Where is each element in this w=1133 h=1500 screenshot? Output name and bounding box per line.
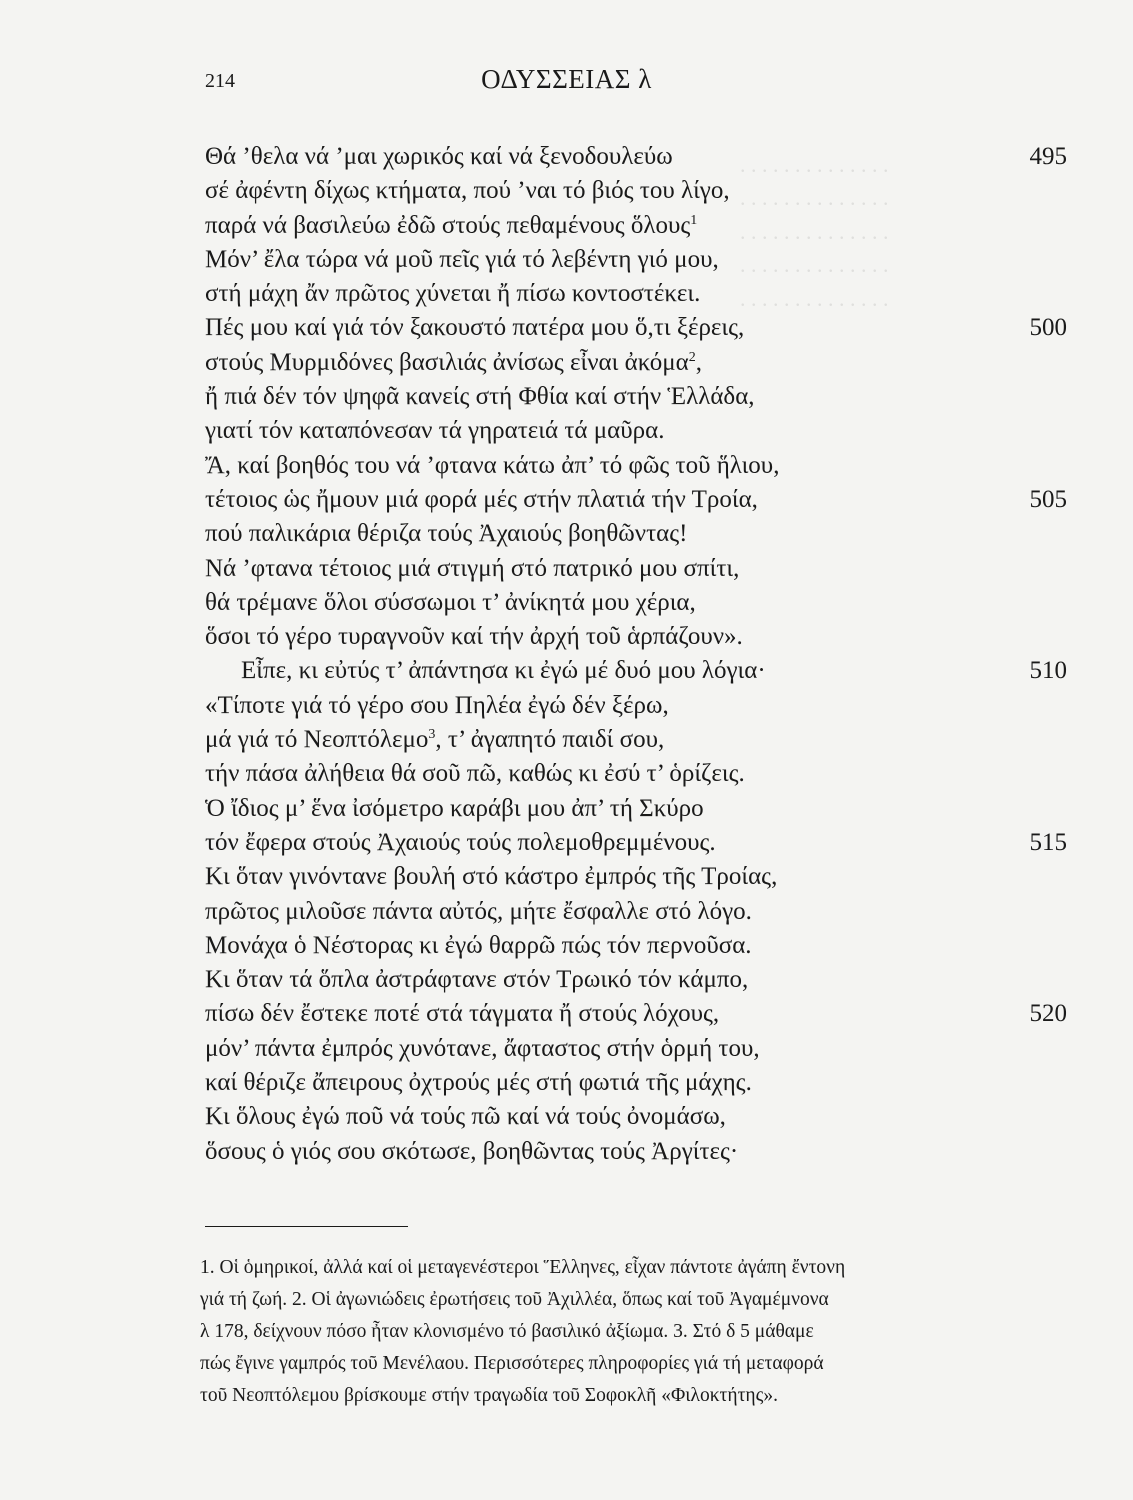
verse-line bbox=[205, 1100, 1075, 1134]
verse-text-continued: , bbox=[695, 348, 703, 376]
verse-line bbox=[205, 243, 1075, 277]
verse-line bbox=[205, 449, 1075, 483]
verse-text: τόν ἔφερα στούς Ἀχαιούς τούς πολεμοθρεμμένους. bbox=[205, 828, 716, 856]
verse-text: Κι ὅλους ἐγώ ποῦ νά τούς πῶ καί νά τούς ὀνομάσω, bbox=[205, 1103, 726, 1131]
footnote-line: τοῦ Νεοπτόλεμου βρίσκουμε στήν τραγωδία τοῦ Σοφοκλῆ «Φιλοκτήτης». bbox=[200, 1385, 778, 1406]
footnote-line: πώς ἔγινε γαμπρός τοῦ Μενέλαου. Περισσότερες πληροφορίες γιά τή μεταφορά bbox=[200, 1353, 824, 1374]
verse-text: σέ ἀφέντη δίχως κτήματα, πού ’ναι τό βιός του λίγο, bbox=[205, 177, 730, 205]
verse-line bbox=[205, 654, 1075, 688]
verse-text: Μόν’ ἔλα τώρα νά μοῦ πεῖς γιά τό λεβέντη γιό μου, bbox=[205, 245, 719, 273]
line-number: 520 bbox=[1029, 1000, 1067, 1028]
verse-text: καί θέριζε ἄπειρους ὀχτρούς μές στή φωτιά τῆς μάχης. bbox=[205, 1069, 752, 1097]
verse-line bbox=[205, 483, 1075, 517]
verse-line bbox=[205, 1135, 1075, 1169]
verse-text: Θά ’θελα νά ’μαι χωρικός καί νά ξενοδουλεύω bbox=[205, 143, 673, 170]
line-number: 495 bbox=[1029, 143, 1067, 170]
footnote-ref: 3 bbox=[428, 727, 436, 743]
verse-line bbox=[205, 552, 1075, 586]
verse-text: ἤ πιά δέν τόν ψηφᾶ κανείς στή Φθία καί στήν Ἑλλάδα, bbox=[205, 383, 755, 411]
verse-text: μόν’ πάντα ἐμπρός χυνότανε, ἄφταστος στήν ὁρμή του, bbox=[205, 1034, 760, 1062]
footnote-line: γιά τή ζωή. 2. Οἱ ἀγωνιώδεις ἐρωτήσεις τοῦ Ἀχιλλέα, ὅπως καί τοῦ Ἀγαμέμνονα bbox=[200, 1289, 829, 1310]
verse-line bbox=[205, 380, 1075, 414]
verse-line bbox=[205, 689, 1075, 723]
verse-text: μά γιά τό Νεοπτόλεμο bbox=[205, 726, 429, 754]
verse-line bbox=[205, 517, 1075, 551]
verse-text: Ἄ, καί βοηθός του νά ’φτανα κάτω ἀπ’ τό φῶς τοῦ ἥλιου, bbox=[205, 451, 780, 479]
footnote-ref: 1 bbox=[690, 212, 698, 228]
verse-block bbox=[205, 140, 1075, 1169]
verse-text: ὅσοι τό γέρο τυραγνοῦν καί τήν ἀρχή τοῦ ἁρπάζουν». bbox=[205, 623, 743, 651]
verse-line bbox=[205, 209, 1075, 243]
verse-line bbox=[205, 963, 1075, 997]
show-through-ghost: . . . . . . . . . . . . . . . . . . . . . . . . . . . . . . . . . . . . . . . . . . . . . . . . . . . . . . . . . . . . . . . . . . . . . . bbox=[740, 152, 889, 311]
verse-text: θά τρέμανε ὅλοι σύσσωμοι τ’ ἀνίκητά μου χέρια, bbox=[205, 588, 696, 616]
page-number: 214 bbox=[205, 70, 235, 92]
footnote-ref: 2 bbox=[688, 349, 696, 365]
verse-text: τήν πάσα ἀλήθεια θά σοῦ πῶ, καθώς κι ἐσύ τ’ ὁρίζεις. bbox=[205, 760, 745, 788]
verse-line bbox=[205, 826, 1075, 860]
footnote-line: 1. Οἱ ὁμηρικοί, ἀλλά καί οἱ μεταγενέστεροι Ἕλληνες, εἶχαν πάντοτε ἀγάπη ἔντονη bbox=[200, 1257, 846, 1278]
verse-line bbox=[205, 860, 1075, 894]
verse-line bbox=[205, 140, 1075, 174]
verse-text: Εἶπε, κι εὐτύς τ’ ἀπάντησα κι ἐγώ μέ δυό μου λόγια· bbox=[241, 657, 766, 685]
verse-line bbox=[205, 346, 1075, 380]
verse-line bbox=[205, 723, 1075, 757]
verse-line bbox=[205, 929, 1075, 963]
verse-text: πού παλικάρια θέριζα τούς Ἀχαιούς βοηθῶντας! bbox=[205, 520, 688, 548]
verse-line bbox=[205, 1032, 1075, 1066]
verse-line bbox=[205, 997, 1075, 1031]
verse-line bbox=[205, 792, 1075, 826]
verse-line bbox=[205, 586, 1075, 620]
footnote-line: λ 178, δείχνουν πόσο ἦταν κλονισμένο τό βασιλικό ἀξίωμα. 3. Στό δ 5 μάθαμε bbox=[200, 1321, 814, 1342]
verse-line bbox=[205, 311, 1075, 345]
verse-line bbox=[205, 174, 1075, 208]
verse-line bbox=[205, 620, 1075, 654]
verse-text: παρά νά βασιλεύω ἐδῶ στούς πεθαμένους ὅλους bbox=[205, 211, 691, 239]
line-number: 515 bbox=[1029, 828, 1067, 856]
verse-text: Κι ὅταν γινόντανε βουλή στό κάστρο ἐμπρός τῆς Τροίας, bbox=[205, 863, 778, 891]
verse-text: ὅσους ὁ γιός σου σκότωσε, βοηθῶντας τούς Ἀργίτες· bbox=[205, 1137, 739, 1165]
verse-text: Κι ὅταν τά ὅπλα ἀστράφτανε στόν Τρωικό τόν κάμπο, bbox=[205, 966, 749, 994]
verse-line bbox=[205, 1066, 1075, 1100]
verse-text: Μονάχα ὁ Νέστορας κι ἐγώ θαρρῶ πώς τόν περνοῦσα. bbox=[205, 931, 752, 959]
verse-text: στούς Μυρμιδόνες βασιλιάς ἀνίσως εἶναι ἀκόμα bbox=[205, 348, 689, 376]
verse-line bbox=[205, 757, 1075, 791]
book-title: ΟΔΥΣΣΕΙΑΣ λ bbox=[481, 64, 652, 94]
verse-text: πίσω δέν ἔστεκε ποτέ στά τάγματα ἤ στούς λόχους, bbox=[205, 1000, 720, 1028]
line-number: 505 bbox=[1029, 485, 1067, 513]
verse-line bbox=[205, 895, 1075, 929]
verse-line bbox=[205, 277, 1075, 311]
verse-text: Ὁ ἴδιος μ’ ἕνα ἰσόμετρο καράβι μου ἀπ’ τή Σκύρο bbox=[205, 794, 704, 822]
verse-text: γιατί τόν καταπόνεσαν τά γηρατειά τά μαῦρα. bbox=[205, 417, 665, 445]
verse-text-continued: , τ’ ἀγαπητό παιδί σου, bbox=[435, 726, 665, 754]
line-number: 500 bbox=[1029, 314, 1067, 342]
verse-text: στή μάχη ἄν πρῶτος χύνεται ἤ πίσω κοντοστέκει. bbox=[205, 280, 701, 308]
verse-line bbox=[205, 414, 1075, 448]
running-head bbox=[0, 60, 1133, 100]
verse-text: τέτοιος ὡς ἤμουν μιά φορά μές στήν πλατιά τήν Τροία, bbox=[205, 485, 758, 513]
footnotes bbox=[200, 1252, 1068, 1412]
footnote-rule bbox=[205, 1226, 408, 1227]
line-number: 510 bbox=[1029, 657, 1067, 685]
verse-text: «Τίποτε γιά τό γέρο σου Πηλέα ἐγώ δέν ξέρω, bbox=[205, 691, 669, 719]
verse-text: Πές μου καί γιά τόν ξακουστό πατέρα μου ὅ,τι ξέρεις, bbox=[205, 314, 745, 342]
verse-text: Νά ’φτανα τέτοιος μιά στιγμή στό πατρικό μου σπίτι, bbox=[205, 554, 740, 582]
verse-text: πρῶτος μιλοῦσε πάντα αὐτός, μήτε ἔσφαλλε στό λόγο. bbox=[205, 897, 752, 925]
